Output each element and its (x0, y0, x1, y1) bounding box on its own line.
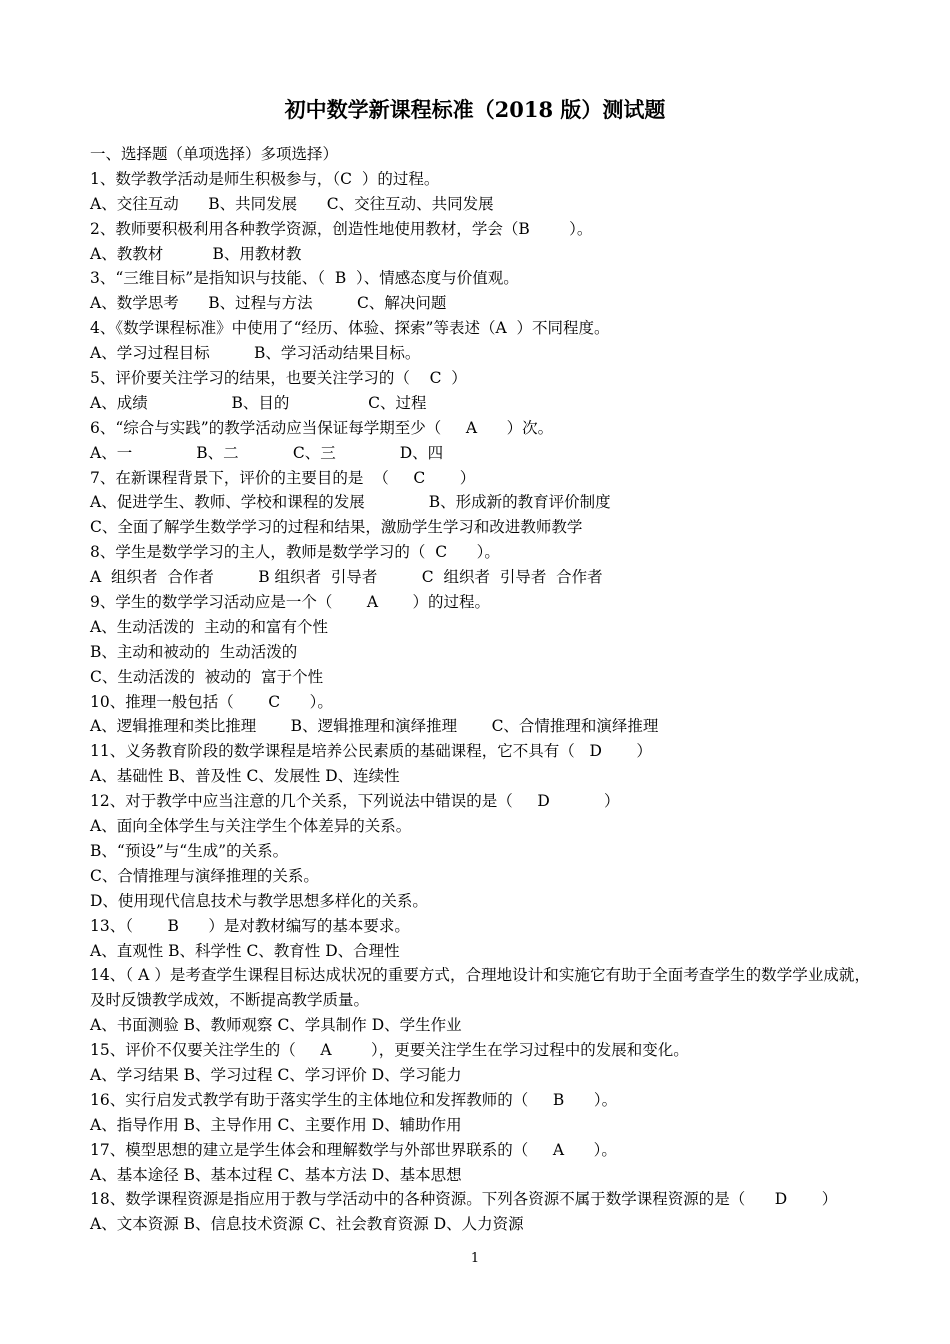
question-18: 18、数学课程资源是指应用于教与学活动中的各种资源。下列各资源不属于数学课程资源的是（ D ） (90, 1190, 838, 1209)
question-16: 16、实行启发式教学有助于落实学生的主体地位和发挥教师的（ B ）。 (90, 1090, 618, 1109)
page-number: 1 (470, 1251, 480, 1266)
question-11: 11、义务教育阶段的数学课程是培养公民素质的基础课程，它不具有（ D ） (90, 742, 652, 761)
question-2-options: A、教教材 B、用教材教 (90, 244, 302, 263)
question-6-options: A、一 B、二 C、三 D、四 (90, 443, 444, 462)
question-9-option-b: B、主动和被动的 生动活泼的 (90, 642, 298, 661)
question-2: 2、教师要积极利用各种教学资源，创造性地使用教材，学会（B ）。 (90, 219, 593, 238)
question-12-option-a: A、面向全体学生与关注学生个体差异的关系。 (90, 817, 412, 836)
question-9: 9、学生的数学学习活动应是一个（ A ）的过程。 (90, 593, 491, 612)
question-3: 3、“三维目标”是指知识与技能、（ B ）、情感态度与价值观。 (90, 269, 519, 288)
question-15-options: A、学习结果 B、学习过程 C、学习评价 D、学习能力 (90, 1065, 462, 1084)
question-17: 17、模型思想的建立是学生体会和理解数学与外部世界联系的（ A ）。 (90, 1140, 617, 1159)
question-17-options: A、基本途径 B、基本过程 C、基本方法 D、基本思想 (90, 1165, 462, 1184)
question-3-options: A、数学思考 B、过程与方法 C、解决问题 (90, 294, 447, 313)
question-13: 13、（ B ）是对教材编写的基本要求。 (90, 916, 410, 935)
question-12: 12、对于教学中应当注意的几个关系，下列说法中错误的是（ D ） (90, 792, 620, 811)
question-list (90, 142, 870, 1237)
question-18-options: A、文本资源 B、信息技术资源 C、社会教育资源 D、人力资源 (90, 1215, 524, 1234)
question-9-option-a: A、生动活泼的 主动的和富有个性 (90, 617, 329, 636)
question-12-option-c: C、合情推理与演绎推理的关系。 (90, 866, 319, 885)
question-5: 5、评价要关注学习的结果，也要关注学习的（ C ） (90, 369, 467, 388)
question-1-options: A、交往互动 B、共同发展 C、交往互动、共同发展 (90, 194, 494, 213)
question-14: 14、（ A ）是考查学生课程目标达成状况的重要方式，合理地设计和实施它有助于全面考查学生的数学学业成就，及时反馈教学成效，不断提高教学质量。 (90, 966, 870, 1010)
question-4-options: A、学习过程目标 B、学习活动结果目标。 (90, 344, 421, 363)
question-8-options: A 组织者 合作者 B 组织者 引导者 C 组织者 引导者 合作者 (90, 568, 603, 587)
question-13-options: A、直观性 B、科学性 C、教育性 D、合理性 (90, 941, 400, 960)
question-11-options: A、基础性 B、普及性 C、发展性 D、连续性 (90, 767, 400, 786)
question-1: 1、数学教学活动是师生积极参与，（C ）的过程。 (90, 169, 440, 188)
question-6: 6、“综合与实践”的教学活动应当保证每学期至少（ A ）次。 (90, 418, 554, 437)
question-7: 7、在新课程背景下，评价的主要目的是 （ C ） (90, 468, 476, 487)
question-16-options: A、指导作用 B、主导作用 C、主要作用 D、辅助作用 (90, 1115, 462, 1134)
question-15: 15、评价不仅要关注学生的（ A ），更要关注学生在学习过程中的发展和变化。 (90, 1041, 689, 1060)
question-12-option-d: D、使用现代信息技术与教学思想多样化的关系。 (90, 891, 428, 910)
section-heading: 一、选择题（单项选择）多项选择） (90, 145, 339, 163)
question-7-options-ab: A、促进学生、教师、学校和课程的发展 B、形成新的教育评价制度 (90, 493, 611, 512)
question-7-option-c: C、全面了解学生数学学习的过程和结果，激励学生学习和改进教师教学 (90, 518, 583, 537)
question-4: 4、《数学课程标准》中使用了“经历、体验、探索”等表述（A ）不同程度。 (90, 319, 610, 338)
question-5-options: A、成绩 B、目的 C、过程 (90, 393, 427, 412)
question-10-options: A、逻辑推理和类比推理 B、逻辑推理和演绎推理 C、合情推理和演绎推理 (90, 717, 659, 736)
question-10: 10、推理一般包括（ C ）。 (90, 692, 333, 711)
question-14-options: A、书面测验 B、教师观察 C、学具制作 D、学生作业 (90, 1016, 462, 1035)
question-12-option-b: B、“预设”与“生成”的关系。 (90, 841, 289, 860)
question-9-option-c: C、生动活泼的 被动的 富于个性 (90, 667, 324, 686)
question-8: 8、学生是数学学习的主人，教师是数学学习的（ C ）。 (90, 543, 500, 562)
document-title: 初中数学新课程标准（2018 版）测试题 (284, 97, 666, 122)
